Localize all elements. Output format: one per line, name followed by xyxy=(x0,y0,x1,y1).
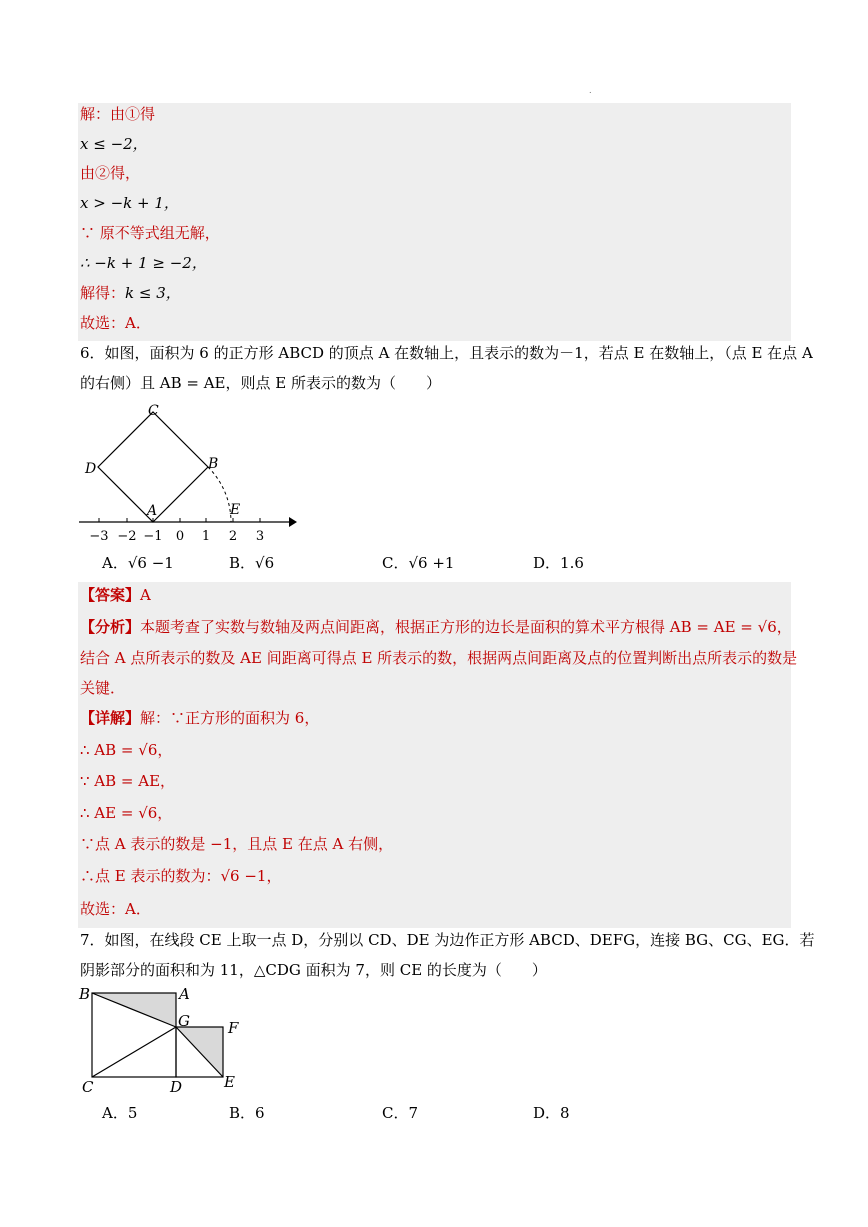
sol5-line-7-label: 解得： xyxy=(80,284,126,302)
sol5-line-7 xyxy=(80,283,181,303)
segment-cg xyxy=(92,1027,176,1077)
q6-detail-line-3: ∴ AE = √6， xyxy=(80,804,173,822)
detail-text: 解：∵正方形的面积为 6， xyxy=(140,709,320,727)
q6-option-c[interactable]: C．√6 +1 xyxy=(382,554,455,572)
q7-option-a[interactable]: A．5 xyxy=(102,1104,138,1122)
sol5-line-8: 故选：A． xyxy=(80,314,151,332)
answer-value: A xyxy=(140,586,151,604)
solution-background xyxy=(78,103,791,341)
q6-detail-line-4: ∵点 A 表示的数是 −1，且点 E 在点 A 右侧， xyxy=(80,835,394,853)
tick-label: 1 xyxy=(201,529,211,544)
q6-detail-line-1: ∴ AB = √6， xyxy=(80,741,173,759)
sol5-line-6: ∴ −k + 1 ≥ −2， xyxy=(80,254,207,272)
q6-stem-line-1: 6．如图，面积为 6 的正方形 ABCD 的顶点 A 在数轴上，且表示的数为－1，若点 E 在数轴上，（点 E 在点 A xyxy=(80,344,813,362)
q6-stem-line-2: 的右侧）且 AB = AE，则点 E 所表示的数为（ ） xyxy=(80,374,441,392)
label-g: G xyxy=(178,1012,190,1030)
q6-answer xyxy=(80,585,151,605)
label-c: C xyxy=(148,403,159,419)
q6-detail-line-5: ∴点 E 表示的数为：√6 −1， xyxy=(80,867,282,885)
label-f: F xyxy=(228,1019,239,1037)
q6-analysis-line-2: 结合 A 点所表示的数及 AE 间距离可得点 E 所表示的数，根据两点间距离及点的位置判断出点所表示的数是 xyxy=(80,649,798,667)
q7-figure xyxy=(75,983,250,1098)
tick-label: −3 xyxy=(89,529,109,544)
q6-option-d[interactable]: D．1.6 xyxy=(533,554,584,572)
q6-detail-line-2: ∵ AB = AE， xyxy=(80,772,176,790)
sol5-line-1: 解：由①得 xyxy=(80,105,156,123)
sol5-line-3: 由②得， xyxy=(80,164,141,182)
q7-option-b[interactable]: B．6 xyxy=(229,1104,265,1122)
q7-option-d[interactable]: D．8 xyxy=(533,1104,570,1122)
label-b: B xyxy=(208,456,219,472)
q6-analysis-line-3: 关键． xyxy=(80,679,126,697)
label-a: A xyxy=(179,985,190,1003)
sol5-line-4: x > −k + 1， xyxy=(80,194,179,212)
q6-detail-line-6: 故选：A． xyxy=(80,900,151,918)
q6-figure xyxy=(75,398,300,546)
sol5-line-2: x ≤ −2， xyxy=(80,135,148,153)
analysis-tag: 【分析】 xyxy=(80,618,141,636)
q6-analysis-line-1 xyxy=(80,617,792,637)
label-e: E xyxy=(230,502,241,518)
arc-b-to-e xyxy=(208,467,231,522)
sol5-line-5: ∵ 原不等式组无解， xyxy=(80,224,220,242)
answer-tag: 【答案】 xyxy=(80,586,141,604)
tick-label: 3 xyxy=(255,529,265,544)
q7-stem-line-1: 7．如图，在线段 CE 上取一点 D，分别以 CD、DE 为边作正方形 ABCD、DEFG，连接 BG、CG、EG．若 xyxy=(80,931,815,949)
tick-label: −2 xyxy=(117,529,137,544)
tick-label: 2 xyxy=(228,529,238,544)
tick-label: 0 xyxy=(175,529,185,544)
label-e: E xyxy=(224,1073,235,1091)
q6-detail-line-0 xyxy=(80,708,319,728)
analysis-text: 本题考查了实数与数轴及两点间距离，根据正方形的边长是面积的算术平方根得 AB = AE = √6， xyxy=(140,618,792,636)
label-b: B xyxy=(79,985,91,1003)
q7-option-c[interactable]: C．7 xyxy=(382,1104,419,1122)
label-d: D xyxy=(85,461,97,477)
label-c: C xyxy=(82,1078,94,1096)
tick-label: −1 xyxy=(143,529,163,544)
q6-option-a[interactable]: A．√6 −1 xyxy=(102,554,174,572)
detail-tag: 【详解】 xyxy=(80,709,141,727)
header-mark: . xyxy=(589,86,592,95)
label-a: A xyxy=(147,503,158,519)
sol5-line-7-math: k ≤ 3， xyxy=(125,284,181,302)
number-line-arrow-icon xyxy=(289,517,297,527)
q7-stem-line-2: 阴影部分的面积和为 11，△CDG 面积为 7，则 CE 的长度为（ ） xyxy=(80,961,547,979)
q6-option-b[interactable]: B．√6 xyxy=(229,554,275,572)
label-d: D xyxy=(170,1078,183,1096)
